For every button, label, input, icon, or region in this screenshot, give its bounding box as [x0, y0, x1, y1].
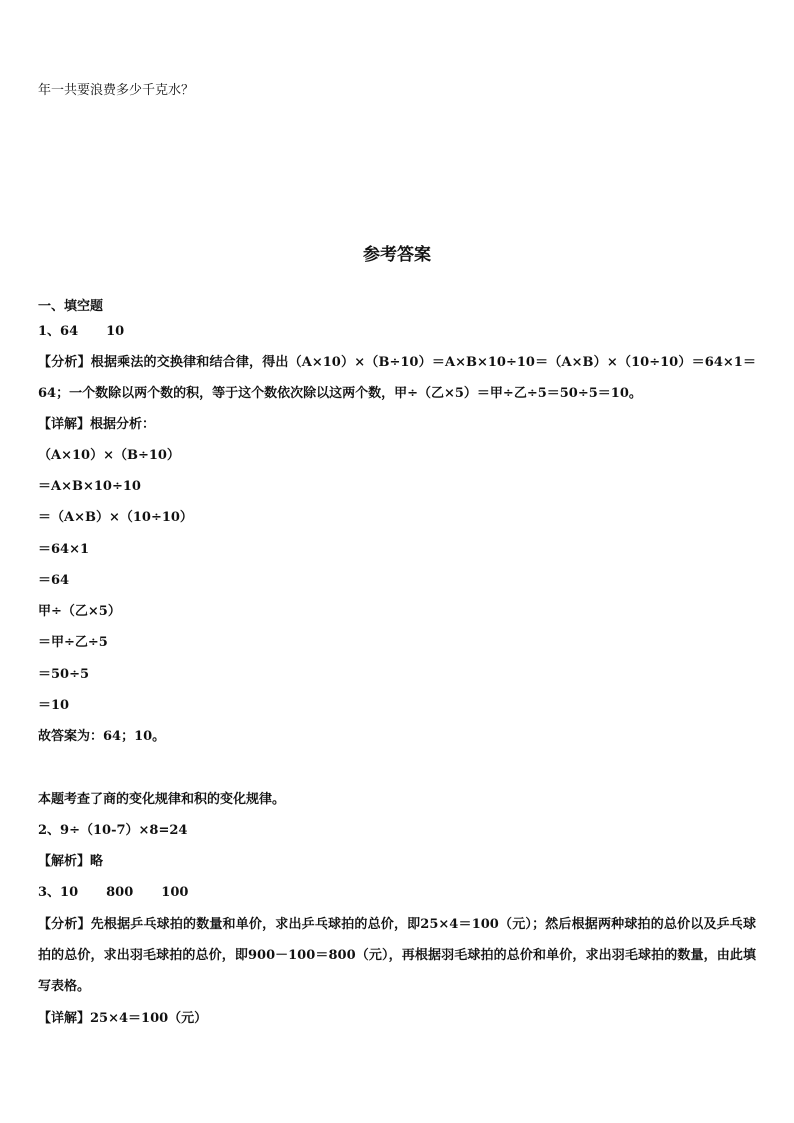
q3-detail: 【详解】25×4＝100（元） — [38, 1011, 208, 1026]
q1-step: ＝A×B×10÷10 — [38, 479, 141, 494]
q1-step: ＝10 — [38, 698, 70, 713]
q3-answer-b: 800 — [106, 885, 134, 900]
q1-detail-heading: 【详解】根据分析： — [38, 417, 156, 432]
q3-answer-a: 10 — [60, 885, 79, 900]
q3-analysis: 【分析】先根据乒乓球拍的数量和单价，求出乒乓球拍的总价，即25×4＝100（元）；然后根据两种球拍的总价以及乒乓球拍的总价，求出羽毛球拍的总价，即900－100＝800（元），再根据羽毛球拍的总价和单价，求出羽毛球拍的数量，由此填写表格。 — [38, 917, 756, 994]
q1-conclusion: 故答案为：64；10。 — [38, 729, 166, 744]
q1-analysis: 【分析】根据乘法的交换律和结合律，得出（A×10）×（B÷10）＝A×B×10÷10＝（A×B）×（10÷10）＝64×1＝64；一个数除以两个数的积，等于这个数依次除以这两个数，甲÷（乙×5）＝甲÷乙÷5＝50÷5＝10。 — [38, 355, 756, 401]
q1-answer-line — [38, 323, 124, 341]
q1-step: ＝64×1 — [38, 542, 90, 557]
q3-answer-c: 100 — [161, 885, 189, 900]
top-fragment: 年一共要浪费多少千克水？ — [38, 83, 195, 98]
answer-title: 参考答案 — [363, 245, 431, 265]
q3-answer-line — [38, 884, 188, 902]
q1-step: ＝64 — [38, 573, 70, 588]
q1-answer-b: 10 — [106, 324, 125, 339]
q1-answer-a: 64 — [60, 324, 79, 339]
q3-number: 3、 — [38, 885, 61, 900]
q2-analysis: 【解析】略 — [38, 854, 104, 869]
q1-step: ＝甲÷乙÷5 — [38, 635, 108, 650]
q1-step: 甲÷（乙×5） — [38, 604, 121, 619]
q1-number: 1、 — [38, 324, 61, 339]
q1-step: ＝50÷5 — [38, 667, 90, 682]
q1-step: ＝（A×B）×（10÷10） — [38, 510, 193, 525]
section-heading: 一、填空题 — [38, 299, 104, 314]
q1-summary: 本题考查了商的变化规律和积的变化规律。 — [38, 792, 286, 807]
q1-step: （A×10）×（B÷10） — [38, 448, 180, 463]
q2-line: 2、9÷（10-7）×8=24 — [38, 823, 188, 838]
